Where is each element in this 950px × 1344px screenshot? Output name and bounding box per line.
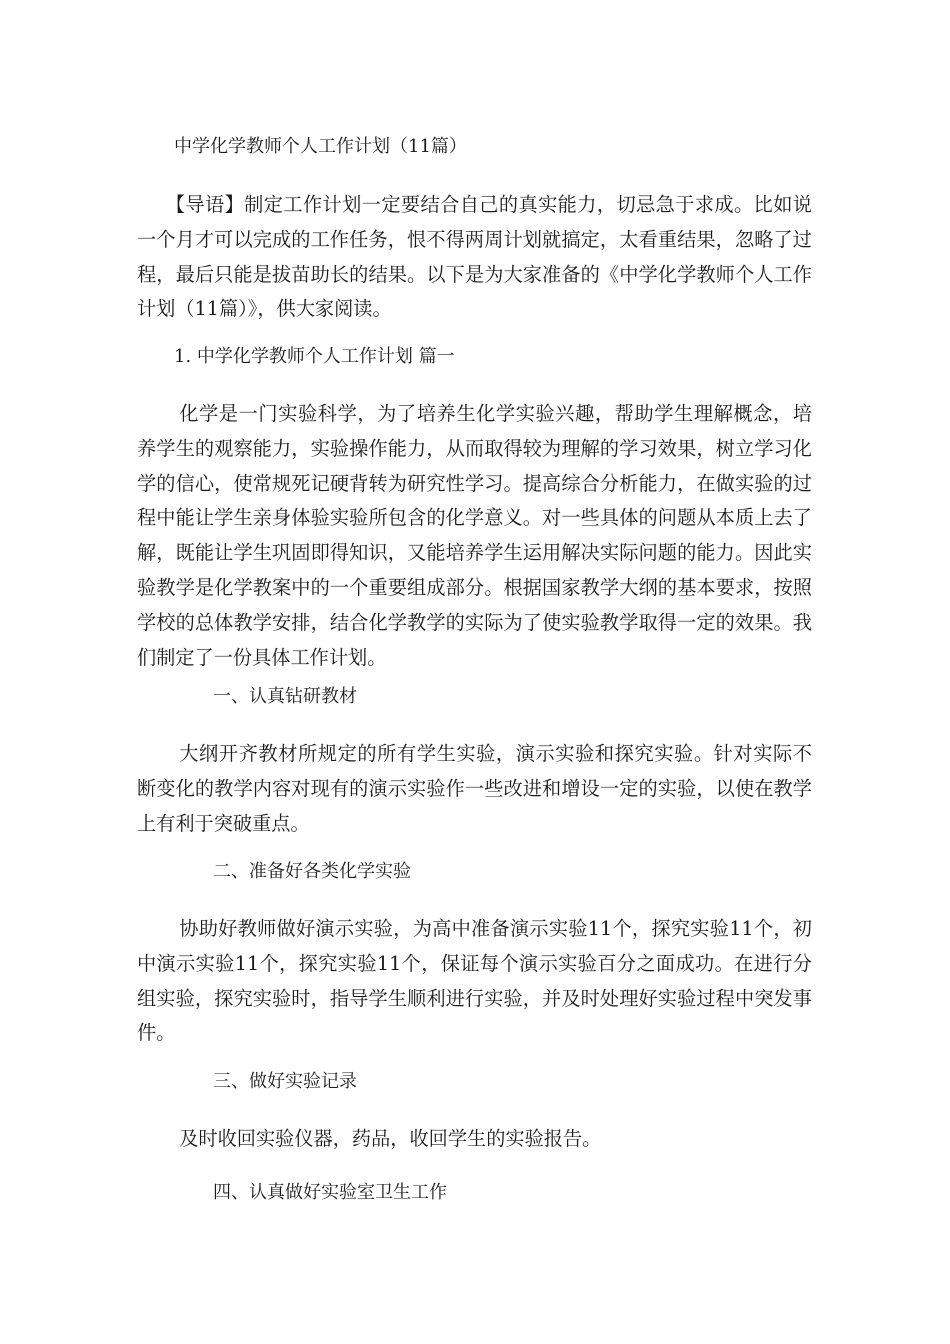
point4-heading: 四、认真做好实验室卫生工作 [213, 1182, 447, 1203]
section-heading-1: 1. 中学化学教师个人工作计划 篇一 [174, 346, 455, 367]
point2-paragraph: 协助好教师做好演示实验，为高中准备演示实验11个，探究实验11个，初中演示实验11个，探究实验11个，保证每个演示实验百分之面成功。在进行分组实验，探究实验时，指导学生顺利进行实验，并及时处理好实验过程中突发事件。 [137, 917, 812, 1045]
point1-heading: 一、认真钻研教材 [213, 686, 357, 707]
intro-paragraph: 【导语】制定工作计划一定要结合自己的真实能力，切忌急于求成。比如说一个月才可以完成的工作任务，恨不得两周计划就搞定，太看重结果，忽略了过程，最后只能是拔苗助长的结果。以下是为大家准备的《中学化学教师个人工作计划（11篇）》，供大家阅读。 [137, 193, 812, 321]
point2-heading: 二、准备好各类化学实验 [213, 861, 411, 882]
document-title: 中学化学教师个人工作计划（11篇） [174, 136, 467, 157]
point3-paragraph: 及时收回实验仪器，药品，收回学生的实验报告。 [179, 1127, 602, 1150]
point1-paragraph: 大纲开齐教材所规定的所有学生实验，演示实验和探究实验。针对实际不断变化的教学内容对现有的演示实验作一些改进和增设一定的实验，以使在教学上有利于突破重点。 [137, 742, 812, 835]
point3-heading: 三、做好实验记录 [213, 1071, 357, 1092]
section1-paragraph: 化学是一门实验科学，为了培养生化学实验兴趣，帮助学生理解概念，培养学生的观察能力，实验操作能力，从而取得较为理解的学习效果，树立学习化学的信心，使常规死记硬背转为研究性学习。提高综合分析能力，在做实验的过程中能让学生亲身体验实验所包含的化学意义。对一些具体的问题从本质上去了解，既能让学生巩固即得知识，又能培养学生运用解决实际问题的能力。因此实验教学是化学教案中的一个重要组成部分。根据国家教学大纲的基本要求，按照学校的总体教学安排，结合化学教学的实际为了使实验教学取得一定的效果。我们制定了一份具体工作计划。 [137, 402, 812, 669]
